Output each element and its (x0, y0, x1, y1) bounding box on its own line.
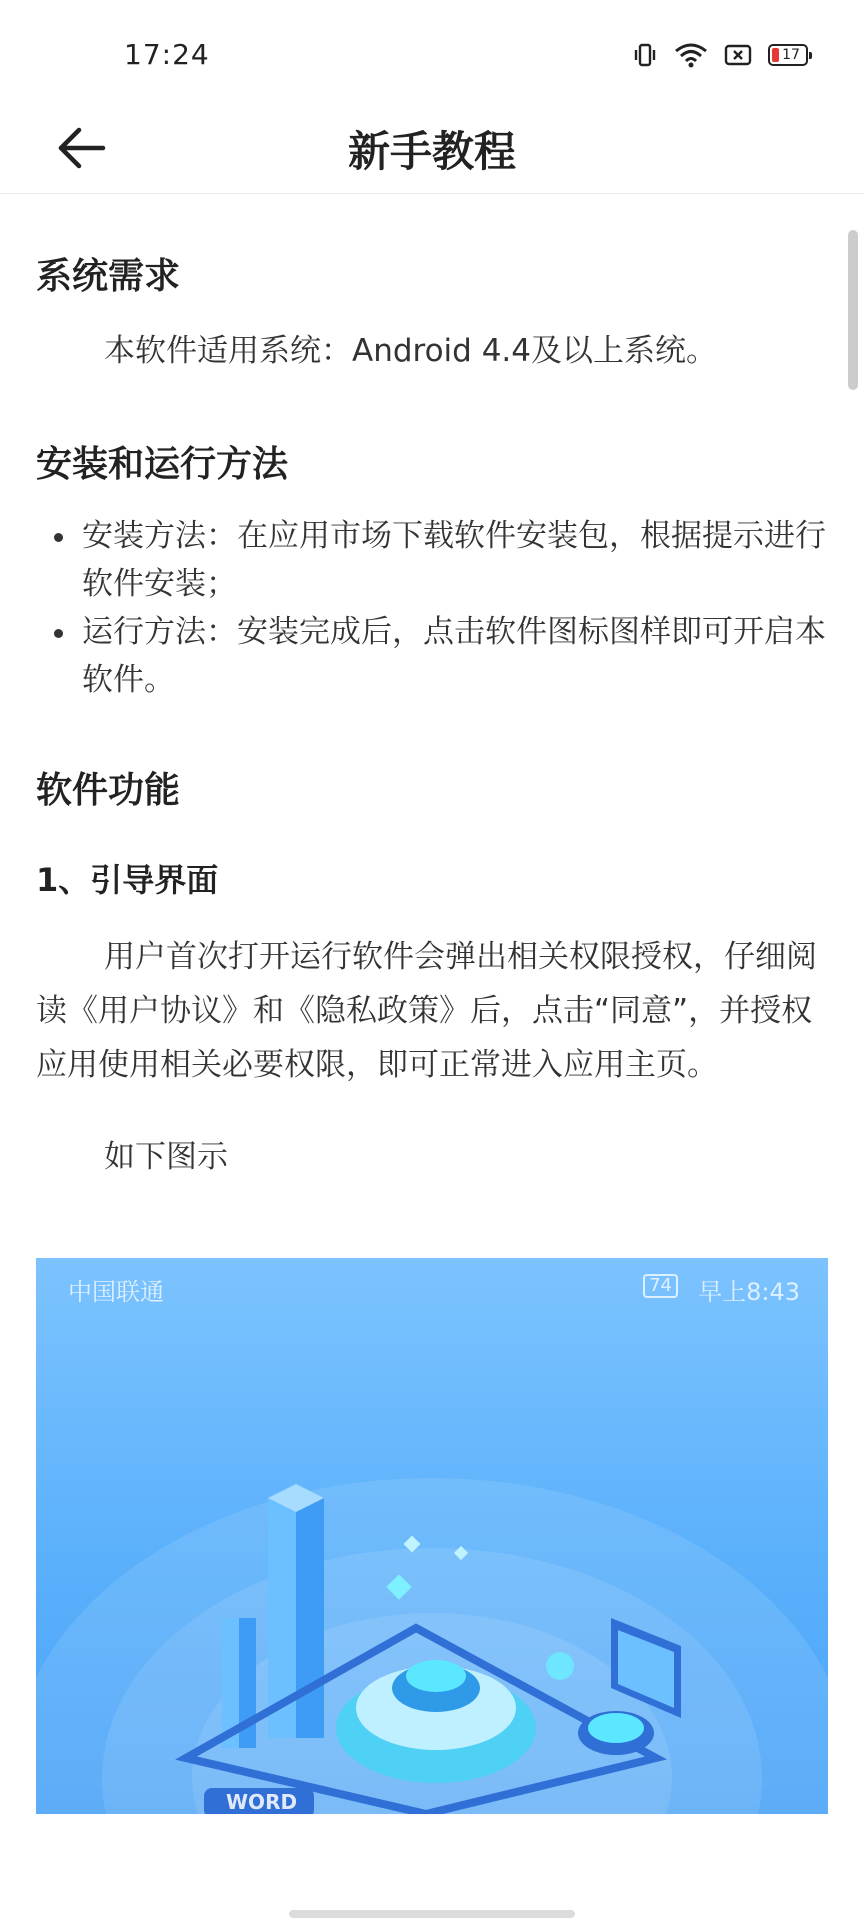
status-time: 17:24 (124, 38, 210, 71)
scrollbar[interactable] (848, 230, 858, 390)
app-bar (0, 110, 864, 194)
battery-icon (768, 44, 808, 66)
requirements-text: 本软件适用系统：Android 4.4及以上系统。 (104, 333, 718, 369)
arrow-left-icon (57, 126, 107, 174)
vibrate-icon (632, 42, 658, 68)
section-heading-install: 安装和运行方法 (36, 444, 289, 485)
install-list (36, 512, 828, 704)
guide-illustration (36, 1258, 828, 1814)
demo-time: 早上8:43 (698, 1278, 800, 1306)
figure-caption: 如下图示 (104, 1139, 228, 1175)
status-icons (632, 40, 808, 70)
demo-word-label: WORD (226, 1790, 298, 1814)
no-sim-icon (724, 43, 752, 67)
home-indicator[interactable] (289, 1910, 575, 1918)
demo-status-bar (36, 1258, 828, 1314)
subheading-guide: 1、引导界面 (36, 861, 219, 899)
list-item: 运行方法：安装完成后，点击软件图标图样即可开启本软件。 (82, 608, 828, 704)
demo-battery: 74 (643, 1274, 678, 1298)
guide-description: 用户首次打开运行软件会弹出相关权限授权，仔细阅读《用户协议》和《隐私政策》后，点击“同意”，并授权应用使用相关必要权限，即可正常进入应用主页。 (36, 939, 817, 1083)
section-heading-requirements: 系统需求 (36, 256, 181, 297)
status-bar (0, 0, 864, 110)
demo-carrier: 中国联通 (68, 1278, 164, 1306)
battery-level: 17 (782, 47, 800, 63)
list-item: 安装方法：在应用市场下载软件安装包，根据提示进行软件安装； (82, 512, 828, 608)
guide-screenshot-image (36, 1258, 828, 1814)
wifi-icon (674, 41, 708, 69)
page-title: 新手教程 (347, 127, 516, 176)
back-button[interactable] (50, 118, 114, 182)
section-heading-features: 软件功能 (36, 770, 181, 811)
tutorial-content[interactable] (36, 194, 828, 1814)
